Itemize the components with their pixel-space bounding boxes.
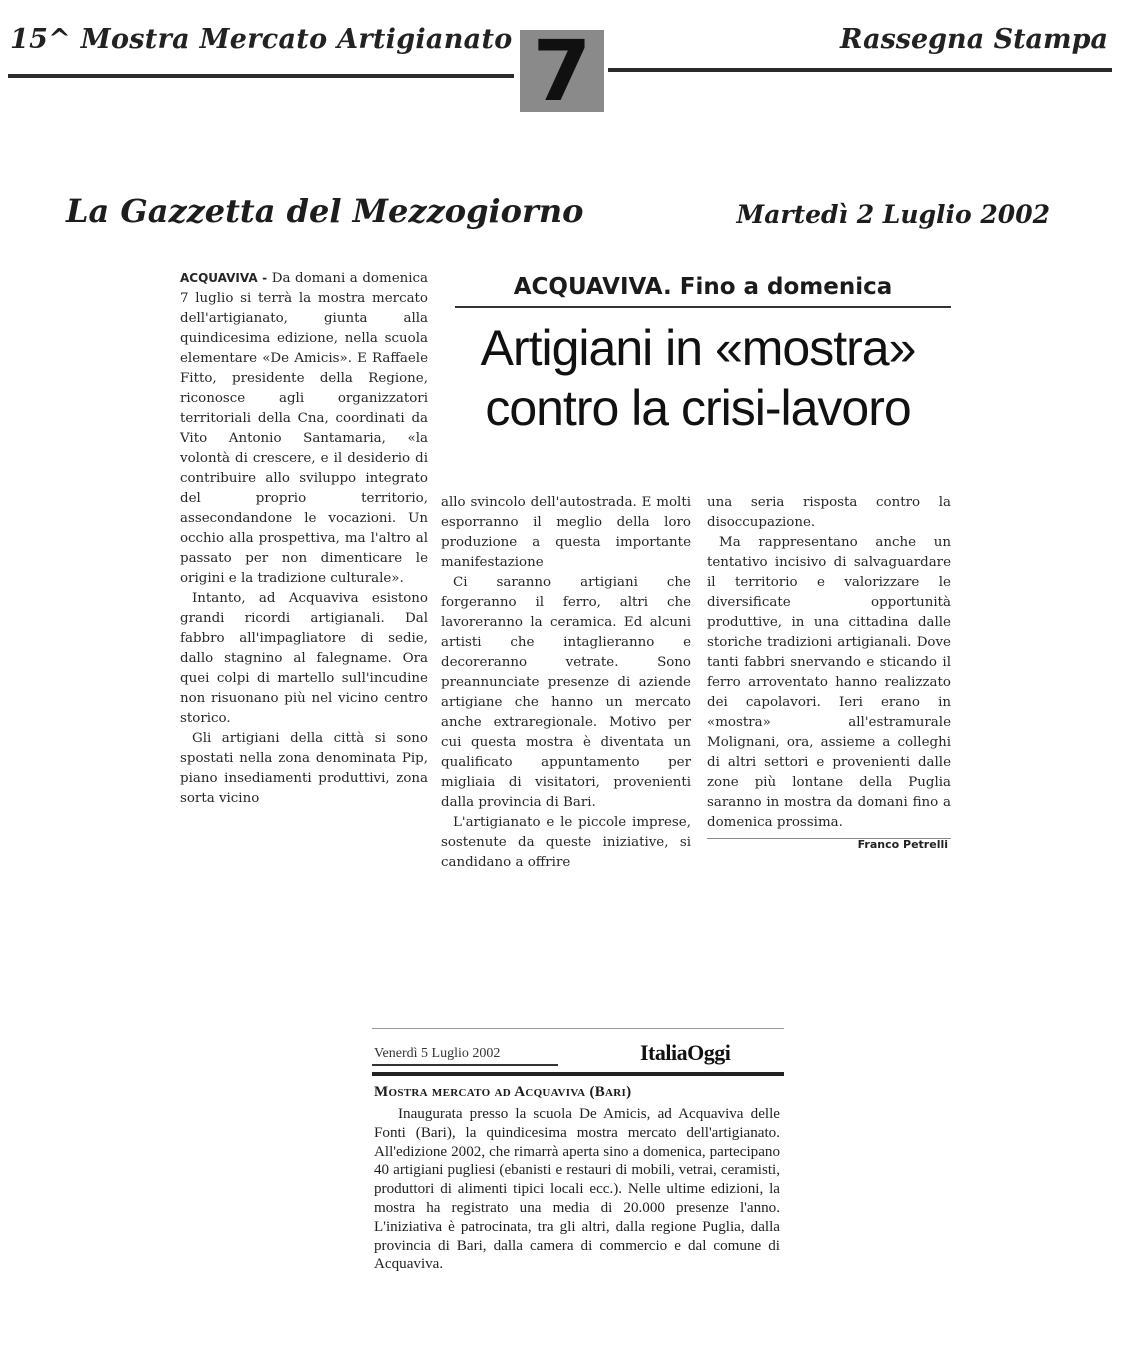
article-paragraph: allo svincolo dell'autostrada. E molti esporranno il meglio della loro produzione a questa importante manifestazione (441, 495, 691, 570)
article-paragraph: Ci saranno artigiani che forgeranno il ferro, altri che lavoreranno la ceramica. Ed alcuni artisti che intaglieranno e decoreranno vetrate. Sono preannunciate presenze di aziende artigiane che hanno un mercato anche extraregionale. Motivo per cui questa mostra è diventata un qualificato appuntamento per migliaia di visitatori, provenienti dalla provincia di Bari. (441, 575, 691, 810)
date-underline (372, 1064, 558, 1066)
article-headline: Artigiani in «mostra» contro la crisi-lavoro (480, 320, 916, 436)
article-paragraph (180, 268, 428, 589)
header-rule-right (608, 68, 1112, 72)
header-event-title: 15^ Mostra Mercato Artigianato (10, 24, 513, 55)
article-paragraph: Gli artigiani della città si sono spostati nella zona denominata Pip, piano insediamenti produttivi, zona sorta vicino (180, 731, 428, 806)
article-kicker: ACQUAVIVA. Fino a domenica (455, 270, 951, 308)
article-title: Mostra mercato ad Acquaviva (Bari) (374, 1084, 632, 1100)
article-paragraph: L'artigianato e le piccole imprese, sostenute da queste iniziative, si candidano a offrire (441, 815, 691, 870)
article-column-1 (180, 268, 428, 809)
publication-date: Venerdì 5 Luglio 2002 (374, 1046, 501, 1061)
header-rule-left (8, 74, 514, 78)
article-column-2 (441, 493, 691, 873)
page-number-box: 7 (520, 30, 604, 112)
article-paragraph: una seria risposta contro la disoccupazione. (707, 495, 951, 530)
dateline: ACQUAVIVA - (180, 271, 268, 285)
newspaper-masthead: La Gazzetta del Mezzogiorno (66, 192, 584, 230)
masthead-rule (372, 1072, 784, 1076)
newspaper-masthead: ItaliaOggi (640, 1040, 731, 1065)
article-column-3 (707, 493, 951, 833)
clipping-top-rule (372, 1028, 784, 1029)
paragraph-text: Da domani a domenica 7 luglio si terrà la mostra mercato dell'artigianato, giunta alla quindicesima edizione, nella scuola elementare «De Amicis». E Raffaele Fitto, presidente della Regione, riconosce agli organizzatori territoriali della Cna, coordinati da Vito Antonio Santamaria, «la volontà di crescere, e il desiderio di contribuire allo sviluppo integrato del proprio territorio, assecondandone le vocazioni. Un occhio alla prospettiva, ma l'altro al passato per non dimenticare le origini e la tradizione culturale». (180, 271, 429, 586)
article-paragraph: Intanto, ad Acquaviva esistono grandi ricordi artigianali. Dal fabbro all'impagliatore di sedie, dallo stagnino al falegname. Ora quei colpi di martello sull'incudine non risuonano più nel vicino centro storico. (180, 591, 428, 726)
article-body: Inaugurata presso la scuola De Amicis, ad Acquaviva delle Fonti (Bari), la quindicesima mostra mercato dell'artigianato. All'edizione 2002, che rimarrà aperta sino a domenica, partecipano 40 artigiani pugliesi (ebanisti e restauri di mobili, vetrai, ceramisti, produttori di alimenti tipici locali ecc.). Nelle ultime edizioni, la mostra ha registrato una media di 20.000 presenze l'anno. L'iniziativa è patrocinata, tra gli altri, dalla regione Puglia, dalla provincia di Bari, dalla camera di commercio e dal comune di Acquaviva. (374, 1106, 780, 1273)
header-section-title: Rassegna Stampa (840, 24, 1108, 55)
article-byline: Franco Petrelli (857, 838, 948, 851)
article-paragraph: Ma rappresentano anche un tentativo incisivo di salvaguardare il territorio e valorizzare le diversificate opportunità produttive, in una cittadina dalle storiche tradizioni artigianali. Dove tanti fabbri snervando e sticando il ferro arroventato hanno realizzato dei capolavori. Ieri erano in «mostra» all'estramurale Molignani, ora, assieme a colleghi di altri settori e provenienti dalle zone più lontane della Puglia saranno in mostra da domani fino a domenica prossima. (707, 535, 951, 830)
publication-date: Martedì 2 Luglio 2002 (736, 200, 1050, 229)
